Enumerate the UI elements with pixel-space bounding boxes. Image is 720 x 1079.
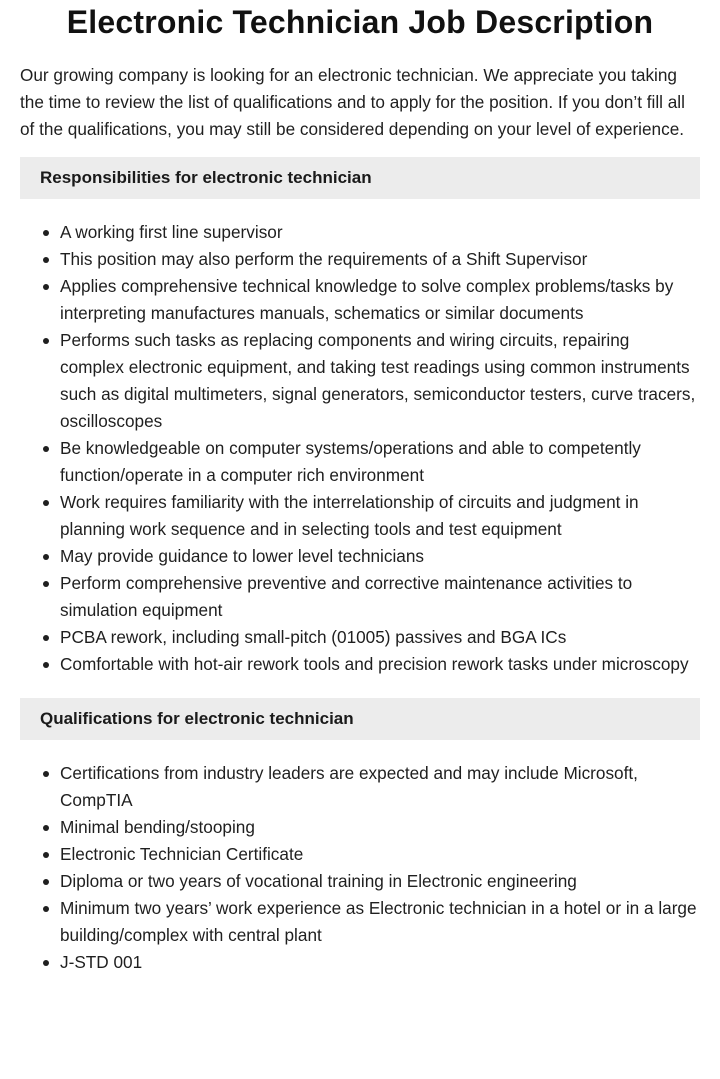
responsibilities-heading: Responsibilities for electronic technician (20, 157, 700, 199)
list-item: Minimal bending/stooping (60, 814, 700, 841)
list-item: Applies comprehensive technical knowledge to solve complex problems/tasks by interpreting manufactures manuals, schematics or similar documents (60, 273, 700, 327)
page-title: Electronic Technician Job Description (66, 4, 654, 40)
list-item: Electronic Technician Certificate (60, 841, 700, 868)
qualifications-heading: Qualifications for electronic technician (20, 698, 700, 740)
qualifications-list (20, 760, 700, 976)
list-item: Minimum two years’ work experience as Electronic technician in a hotel or in a large building/complex with central plant (60, 895, 700, 949)
list-item: Comfortable with hot-air rework tools and precision rework tasks under microscopy (60, 651, 700, 678)
list-item: A working first line supervisor (60, 219, 700, 246)
list-item: May provide guidance to lower level technicians (60, 543, 700, 570)
list-item: J-STD 001 (60, 949, 700, 976)
list-item: Performs such tasks as replacing components and wiring circuits, repairing complex electronic equipment, and taking test readings using common instruments such as digital multimeters, signal generators, semiconductor testers, curve tracers, oscilloscopes (60, 327, 700, 435)
list-item: Certifications from industry leaders are expected and may include Microsoft, CompTIA (60, 760, 700, 814)
list-item: Work requires familiarity with the interrelationship of circuits and judgment in planning work sequence and in selecting tools and test equipment (60, 489, 700, 543)
list-item: This position may also perform the requirements of a Shift Supervisor (60, 246, 700, 273)
intro-paragraph: Our growing company is looking for an electronic technician. We appreciate you taking the time to review the list of qualifications and to apply for the position. If you don’t fill all of the qualifications, you may still be considered depending on your level of experience. (20, 65, 685, 139)
list-item: Be knowledgeable on computer systems/operations and able to competently function/operate in a computer rich environment (60, 435, 700, 489)
list-item: PCBA rework, including small-pitch (01005) passives and BGA ICs (60, 624, 700, 651)
responsibilities-list (20, 219, 700, 678)
list-item: Diploma or two years of vocational training in Electronic engineering (60, 868, 700, 895)
list-item: Perform comprehensive preventive and corrective maintenance activities to simulation equipment (60, 570, 700, 624)
